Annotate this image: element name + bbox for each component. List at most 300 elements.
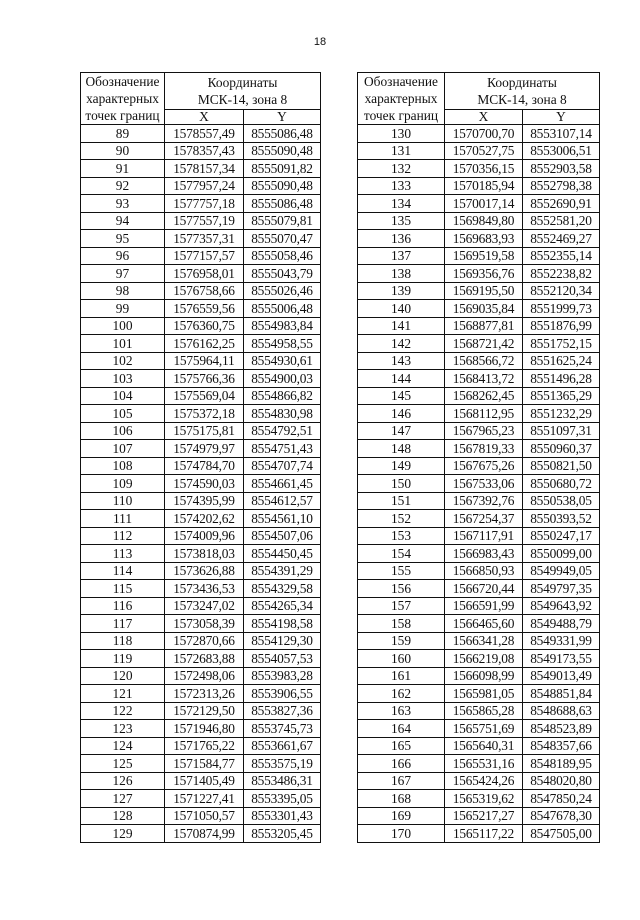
table-row: [358, 632, 600, 650]
y-coordinate-cell: 8555091,82: [244, 160, 321, 178]
y-coordinate-cell: 8550247,17: [523, 527, 600, 545]
table-row: [81, 265, 321, 283]
point-number-cell: 158: [358, 615, 445, 633]
point-number-cell: 161: [358, 667, 445, 685]
y-coordinate-cell: 8549488,79: [523, 615, 600, 633]
x-coordinate-cell: 1571050,57: [165, 807, 244, 825]
table-row: [81, 650, 321, 668]
coordinates-table-left: [80, 72, 321, 843]
table-row: [358, 230, 600, 248]
table-row: [358, 457, 600, 475]
y-coordinate-cell: 8555026,46: [244, 282, 321, 300]
x-coordinate-cell: 1575569,04: [165, 387, 244, 405]
point-number-cell: 130: [358, 125, 445, 143]
y-coordinate-cell: 8553395,05: [244, 790, 321, 808]
x-coordinate-cell: 1566850,93: [445, 562, 523, 580]
y-coordinate-cell: 8552903,58: [523, 160, 600, 178]
point-number-cell: 145: [358, 387, 445, 405]
y-coordinate-cell: 8548020,80: [523, 772, 600, 790]
x-coordinate-cell: 1567675,26: [445, 457, 523, 475]
x-coordinate-cell: 1573818,03: [165, 545, 244, 563]
point-number-cell: 114: [81, 562, 165, 580]
x-coordinate-cell: 1570527,75: [445, 142, 523, 160]
table-row: [358, 790, 600, 808]
y-coordinate-cell: 8554830,98: [244, 405, 321, 423]
table-row: [81, 527, 321, 545]
y-coordinate-cell: 8554751,43: [244, 440, 321, 458]
coordinates-system-header: Координаты МСК-14, зона 8: [445, 73, 600, 110]
x-coordinate-cell: 1567392,76: [445, 492, 523, 510]
x-coordinate-cell: 1566983,43: [445, 545, 523, 563]
table-row: [358, 335, 600, 353]
table-row: [358, 527, 600, 545]
table-row: [81, 212, 321, 230]
y-coordinate-cell: 8552238,82: [523, 265, 600, 283]
table-row: [358, 580, 600, 598]
y-coordinate-cell: 8552355,14: [523, 247, 600, 265]
table-row: [81, 790, 321, 808]
x-coordinate-cell: 1571946,80: [165, 720, 244, 738]
x-coordinate-cell: 1574590,03: [165, 475, 244, 493]
point-number-cell: 156: [358, 580, 445, 598]
point-number-cell: 163: [358, 702, 445, 720]
table-row: [358, 387, 600, 405]
table-row: [358, 422, 600, 440]
x-coordinate-cell: 1574395,99: [165, 492, 244, 510]
table-row: [81, 685, 321, 703]
table-row: [81, 142, 321, 160]
x-coordinate-cell: 1567117,91: [445, 527, 523, 545]
table-row: [358, 545, 600, 563]
table-row: [358, 317, 600, 335]
y-coordinate-cell: 8554507,06: [244, 527, 321, 545]
point-number-cell: 129: [81, 825, 165, 843]
table-row: [358, 510, 600, 528]
x-coordinate-cell: 1565319,62: [445, 790, 523, 808]
table-row: [358, 212, 600, 230]
table-row: [358, 405, 600, 423]
y-coordinate-cell: 8549643,92: [523, 597, 600, 615]
table-row: [81, 492, 321, 510]
point-number-cell: 92: [81, 177, 165, 195]
x-coordinate-cell: 1576559,56: [165, 300, 244, 318]
point-number-cell: 94: [81, 212, 165, 230]
y-coordinate-cell: 8549013,49: [523, 667, 600, 685]
x-coordinate-cell: 1566098,99: [445, 667, 523, 685]
point-number-cell: 137: [358, 247, 445, 265]
table-row: [81, 562, 321, 580]
table-row: [81, 300, 321, 318]
table-row: [81, 510, 321, 528]
x-column-header: X: [445, 109, 523, 124]
point-number-cell: 102: [81, 352, 165, 370]
x-coordinate-cell: 1565640,31: [445, 737, 523, 755]
point-number-cell: 159: [358, 632, 445, 650]
table-row: [358, 615, 600, 633]
x-coordinate-cell: 1571227,41: [165, 790, 244, 808]
point-number-cell: 106: [81, 422, 165, 440]
x-coordinate-cell: 1566591,99: [445, 597, 523, 615]
table-row: [358, 825, 600, 843]
point-number-cell: 98: [81, 282, 165, 300]
point-number-cell: 140: [358, 300, 445, 318]
table-row: [358, 475, 600, 493]
y-coordinate-cell: 8554057,53: [244, 650, 321, 668]
point-number-cell: 110: [81, 492, 165, 510]
point-number-cell: 147: [358, 422, 445, 440]
x-coordinate-cell: 1568566,72: [445, 352, 523, 370]
x-coordinate-cell: 1573436,53: [165, 580, 244, 598]
point-number-cell: 112: [81, 527, 165, 545]
y-coordinate-cell: 8548851,84: [523, 685, 600, 703]
x-coordinate-cell: 1575175,81: [165, 422, 244, 440]
x-coordinate-cell: 1578557,49: [165, 125, 244, 143]
x-coordinate-cell: 1573247,02: [165, 597, 244, 615]
x-coordinate-cell: 1573058,39: [165, 615, 244, 633]
table-row: [358, 125, 600, 143]
x-coordinate-cell: 1570874,99: [165, 825, 244, 843]
y-coordinate-cell: 8554265,34: [244, 597, 321, 615]
point-number-cell: 168: [358, 790, 445, 808]
x-coordinate-cell: 1571405,49: [165, 772, 244, 790]
x-coordinate-cell: 1575372,18: [165, 405, 244, 423]
y-coordinate-cell: 8551752,15: [523, 335, 600, 353]
table-row: [81, 195, 321, 213]
y-coordinate-cell: 8552690,91: [523, 195, 600, 213]
x-coordinate-cell: 1574202,62: [165, 510, 244, 528]
table-row: [81, 632, 321, 650]
table-row: [81, 440, 321, 458]
point-number-cell: 133: [358, 177, 445, 195]
y-coordinate-cell: 8554450,45: [244, 545, 321, 563]
x-coordinate-cell: 1572498,06: [165, 667, 244, 685]
x-coordinate-cell: 1565865,28: [445, 702, 523, 720]
y-coordinate-cell: 8551496,28: [523, 370, 600, 388]
y-coordinate-cell: 8554792,51: [244, 422, 321, 440]
x-coordinate-cell: 1566465,60: [445, 615, 523, 633]
table-row: [81, 125, 321, 143]
point-designation-header: Обозначение характерных точек границ: [358, 73, 445, 125]
y-coordinate-cell: 8555006,48: [244, 300, 321, 318]
table-row: [81, 807, 321, 825]
table-row: [81, 597, 321, 615]
point-number-cell: 169: [358, 807, 445, 825]
y-coordinate-cell: 8551097,31: [523, 422, 600, 440]
table-row: [81, 580, 321, 598]
table-row: [358, 282, 600, 300]
point-number-cell: 157: [358, 597, 445, 615]
x-coordinate-cell: 1565424,26: [445, 772, 523, 790]
x-coordinate-cell: 1578157,34: [165, 160, 244, 178]
point-number-cell: 124: [81, 737, 165, 755]
table-row: [358, 247, 600, 265]
table-row: [81, 370, 321, 388]
point-number-cell: 170: [358, 825, 445, 843]
x-coordinate-cell: 1577757,18: [165, 195, 244, 213]
y-coordinate-cell: 8553205,45: [244, 825, 321, 843]
table-row: [358, 755, 600, 773]
x-coordinate-cell: 1576758,66: [165, 282, 244, 300]
y-coordinate-cell: 8552120,34: [523, 282, 600, 300]
table-row: [81, 737, 321, 755]
y-coordinate-cell: 8548357,66: [523, 737, 600, 755]
x-coordinate-cell: 1568877,81: [445, 317, 523, 335]
point-number-cell: 99: [81, 300, 165, 318]
x-coordinate-cell: 1578357,43: [165, 142, 244, 160]
x-coordinate-cell: 1577357,31: [165, 230, 244, 248]
point-number-cell: 149: [358, 457, 445, 475]
y-coordinate-cell: 8550821,50: [523, 457, 600, 475]
point-number-cell: 164: [358, 720, 445, 738]
table-row: [358, 702, 600, 720]
y-coordinate-cell: 8554930,61: [244, 352, 321, 370]
point-number-cell: 104: [81, 387, 165, 405]
y-coordinate-cell: 8555090,48: [244, 177, 321, 195]
table-row: [81, 282, 321, 300]
y-coordinate-cell: 8551625,24: [523, 352, 600, 370]
table-row: [358, 160, 600, 178]
y-coordinate-cell: 8555070,47: [244, 230, 321, 248]
y-coordinate-cell: 8549173,55: [523, 650, 600, 668]
coordinates-system-header: Координаты МСК-14, зона 8: [165, 73, 321, 110]
table-row: [358, 807, 600, 825]
y-coordinate-cell: 8554866,82: [244, 387, 321, 405]
point-number-cell: 117: [81, 615, 165, 633]
x-coordinate-cell: 1574009,96: [165, 527, 244, 545]
x-coordinate-cell: 1577157,57: [165, 247, 244, 265]
point-number-cell: 155: [358, 562, 445, 580]
y-coordinate-cell: 8554129,30: [244, 632, 321, 650]
table-row: [81, 475, 321, 493]
y-coordinate-cell: 8550960,37: [523, 440, 600, 458]
y-coordinate-cell: 8553661,67: [244, 737, 321, 755]
point-number-cell: 90: [81, 142, 165, 160]
point-number-cell: 138: [358, 265, 445, 283]
point-number-cell: 97: [81, 265, 165, 283]
x-coordinate-cell: 1567965,23: [445, 422, 523, 440]
point-number-cell: 109: [81, 475, 165, 493]
y-coordinate-cell: 8554391,29: [244, 562, 321, 580]
y-coordinate-cell: 8554329,58: [244, 580, 321, 598]
table-row: [81, 755, 321, 773]
x-coordinate-cell: 1568112,95: [445, 405, 523, 423]
x-coordinate-cell: 1566720,44: [445, 580, 523, 598]
table-row: [358, 352, 600, 370]
table-row: [81, 177, 321, 195]
x-coordinate-cell: 1565531,16: [445, 755, 523, 773]
x-coordinate-cell: 1565117,22: [445, 825, 523, 843]
table-row: [358, 597, 600, 615]
point-number-cell: 89: [81, 125, 165, 143]
x-coordinate-cell: 1573626,88: [165, 562, 244, 580]
x-coordinate-cell: 1569683,93: [445, 230, 523, 248]
table-row: [81, 457, 321, 475]
y-coordinate-cell: 8551365,29: [523, 387, 600, 405]
y-coordinate-cell: 8547678,30: [523, 807, 600, 825]
point-number-cell: 108: [81, 457, 165, 475]
point-number-cell: 165: [358, 737, 445, 755]
point-number-cell: 100: [81, 317, 165, 335]
table-row: [81, 405, 321, 423]
x-coordinate-cell: 1569356,76: [445, 265, 523, 283]
point-number-cell: 107: [81, 440, 165, 458]
point-number-cell: 142: [358, 335, 445, 353]
y-coordinate-cell: 8550393,52: [523, 510, 600, 528]
y-coordinate-cell: 8554900,03: [244, 370, 321, 388]
x-coordinate-cell: 1570017,14: [445, 195, 523, 213]
x-coordinate-cell: 1567819,33: [445, 440, 523, 458]
table-row: [81, 702, 321, 720]
x-column-header: X: [165, 109, 244, 124]
y-coordinate-cell: 8553575,19: [244, 755, 321, 773]
x-coordinate-cell: 1568721,42: [445, 335, 523, 353]
x-coordinate-cell: 1577957,24: [165, 177, 244, 195]
point-number-cell: 123: [81, 720, 165, 738]
y-coordinate-cell: 8548523,89: [523, 720, 600, 738]
x-coordinate-cell: 1577557,19: [165, 212, 244, 230]
point-number-cell: 128: [81, 807, 165, 825]
y-coordinate-cell: 8554198,58: [244, 615, 321, 633]
y-coordinate-cell: 8552581,20: [523, 212, 600, 230]
table-row: [81, 160, 321, 178]
point-number-cell: 132: [358, 160, 445, 178]
point-number-cell: 148: [358, 440, 445, 458]
table-row: [358, 720, 600, 738]
point-number-cell: 105: [81, 405, 165, 423]
x-coordinate-cell: 1569519,58: [445, 247, 523, 265]
y-coordinate-cell: 8553006,51: [523, 142, 600, 160]
y-coordinate-cell: 8551999,73: [523, 300, 600, 318]
x-coordinate-cell: 1566219,08: [445, 650, 523, 668]
point-number-cell: 95: [81, 230, 165, 248]
y-coordinate-cell: 8550680,72: [523, 475, 600, 493]
point-number-cell: 160: [358, 650, 445, 668]
x-coordinate-cell: 1572683,88: [165, 650, 244, 668]
point-number-cell: 146: [358, 405, 445, 423]
point-number-cell: 134: [358, 195, 445, 213]
x-coordinate-cell: 1565751,69: [445, 720, 523, 738]
point-number-cell: 166: [358, 755, 445, 773]
y-coordinate-cell: 8554983,84: [244, 317, 321, 335]
x-coordinate-cell: 1568413,72: [445, 370, 523, 388]
table-row: [358, 195, 600, 213]
point-number-cell: 93: [81, 195, 165, 213]
y-coordinate-cell: 8554561,10: [244, 510, 321, 528]
point-number-cell: 153: [358, 527, 445, 545]
x-coordinate-cell: 1576958,01: [165, 265, 244, 283]
point-number-cell: 136: [358, 230, 445, 248]
table-row: [358, 440, 600, 458]
table-row: [81, 772, 321, 790]
x-coordinate-cell: 1571584,77: [165, 755, 244, 773]
x-coordinate-cell: 1565217,27: [445, 807, 523, 825]
table-row: [81, 720, 321, 738]
y-coordinate-cell: 8548688,63: [523, 702, 600, 720]
point-number-cell: 125: [81, 755, 165, 773]
table-row: [81, 667, 321, 685]
y-coordinate-cell: 8551232,29: [523, 405, 600, 423]
y-coordinate-cell: 8553983,28: [244, 667, 321, 685]
point-number-cell: 131: [358, 142, 445, 160]
table-row: [81, 247, 321, 265]
point-number-cell: 152: [358, 510, 445, 528]
x-coordinate-cell: 1567254,37: [445, 510, 523, 528]
point-number-cell: 101: [81, 335, 165, 353]
y-coordinate-cell: 8554958,55: [244, 335, 321, 353]
point-number-cell: 143: [358, 352, 445, 370]
y-coordinate-cell: 8552798,38: [523, 177, 600, 195]
y-coordinate-cell: 8550099,00: [523, 545, 600, 563]
point-number-cell: 115: [81, 580, 165, 598]
y-coordinate-cell: 8549949,05: [523, 562, 600, 580]
table-row: [358, 370, 600, 388]
y-coordinate-cell: 8547850,24: [523, 790, 600, 808]
x-coordinate-cell: 1572129,50: [165, 702, 244, 720]
point-designation-header: Обозначение характерных точек границ: [81, 73, 165, 125]
y-coordinate-cell: 8553301,43: [244, 807, 321, 825]
point-number-cell: 139: [358, 282, 445, 300]
point-number-cell: 122: [81, 702, 165, 720]
table-row: [81, 317, 321, 335]
x-coordinate-cell: 1574784,70: [165, 457, 244, 475]
y-coordinate-cell: 8553486,31: [244, 772, 321, 790]
y-coordinate-cell: 8552469,27: [523, 230, 600, 248]
x-coordinate-cell: 1575766,36: [165, 370, 244, 388]
point-number-cell: 91: [81, 160, 165, 178]
y-column-header: Y: [244, 109, 321, 124]
y-coordinate-cell: 8553745,73: [244, 720, 321, 738]
y-coordinate-cell: 8549331,99: [523, 632, 600, 650]
y-coordinate-cell: 8550538,05: [523, 492, 600, 510]
point-number-cell: 127: [81, 790, 165, 808]
x-coordinate-cell: 1571765,22: [165, 737, 244, 755]
point-number-cell: 144: [358, 370, 445, 388]
x-coordinate-cell: 1576162,25: [165, 335, 244, 353]
table-row: [358, 300, 600, 318]
table-row: [81, 335, 321, 353]
point-number-cell: 154: [358, 545, 445, 563]
x-coordinate-cell: 1565981,05: [445, 685, 523, 703]
y-column-header: Y: [523, 109, 600, 124]
y-coordinate-cell: 8553906,55: [244, 685, 321, 703]
x-coordinate-cell: 1575964,11: [165, 352, 244, 370]
x-coordinate-cell: 1570185,94: [445, 177, 523, 195]
point-number-cell: 151: [358, 492, 445, 510]
table-row: [358, 142, 600, 160]
y-coordinate-cell: 8553107,14: [523, 125, 600, 143]
point-number-cell: 162: [358, 685, 445, 703]
x-coordinate-cell: 1567533,06: [445, 475, 523, 493]
y-coordinate-cell: 8554707,74: [244, 457, 321, 475]
table-row: [81, 230, 321, 248]
point-number-cell: 126: [81, 772, 165, 790]
table-row: [358, 177, 600, 195]
y-coordinate-cell: 8555086,48: [244, 125, 321, 143]
point-number-cell: 118: [81, 632, 165, 650]
point-number-cell: 113: [81, 545, 165, 563]
table-row: [358, 685, 600, 703]
x-coordinate-cell: 1568262,45: [445, 387, 523, 405]
point-number-cell: 135: [358, 212, 445, 230]
y-coordinate-cell: 8555079,81: [244, 212, 321, 230]
y-coordinate-cell: 8549797,35: [523, 580, 600, 598]
coordinates-table-right: [357, 72, 600, 843]
table-row: [81, 545, 321, 563]
y-coordinate-cell: 8554661,45: [244, 475, 321, 493]
table-row: [358, 772, 600, 790]
x-coordinate-cell: 1576360,75: [165, 317, 244, 335]
x-coordinate-cell: 1572313,26: [165, 685, 244, 703]
